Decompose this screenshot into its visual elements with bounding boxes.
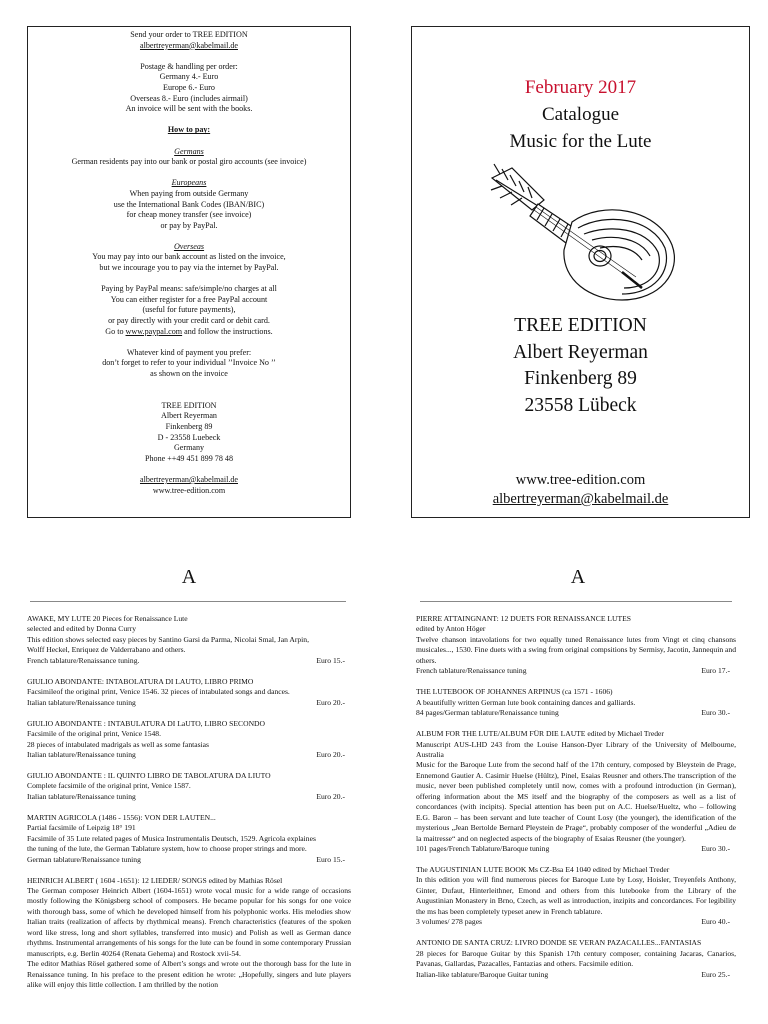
- address-line: D - 23558 Luebeck: [157, 432, 221, 442]
- entry-format-price: [416, 917, 736, 927]
- entry-format-price: [416, 970, 736, 980]
- europeans-text: When paying from outside Germany: [129, 188, 249, 198]
- how-to-pay-heading: How to pay:: [167, 125, 211, 135]
- publisher-line: 23558 Lübeck: [524, 394, 637, 416]
- entry-format-price: [27, 855, 351, 865]
- entry-format-price: [416, 844, 736, 854]
- entry-price: Euro 15.-: [316, 854, 345, 864]
- paypal-text: (useful for future payments),: [142, 305, 236, 315]
- publisher-line: Finkenberg 89: [524, 368, 637, 389]
- postage-heading: Postage & handling per order:: [140, 61, 238, 71]
- entry-format: Italian tablature/Renaissance tuning: [27, 749, 136, 759]
- overseas-text: but we incourage you to pay via the internet by PayPal.: [99, 263, 279, 273]
- publisher-name: TREE EDITION: [514, 315, 647, 336]
- entry-price: Euro 30.-: [701, 708, 730, 718]
- entry-description: Twelve chanson intavolations for two equally tuned Renaissance lutes from Vingt et cinq chansons musicales..., 1530. Fine duets with a swing from original compsitions by Sermisy, Jacotin, Jannequin and others.: [416, 634, 736, 665]
- paypal-link[interactable]: www.paypal.com: [125, 326, 183, 336]
- cover-contact: [412, 471, 749, 509]
- entry-description: selected and edited by Donna Curry: [27, 624, 137, 634]
- entry-format: French tablature/Renaissance tuning: [416, 666, 527, 676]
- payment-reminder: Whatever kind of payment you prefer:: [126, 347, 252, 357]
- entry-description: Partial facsimile of Leipzig 18° 191: [27, 823, 136, 833]
- entry-format-price: [416, 708, 736, 718]
- cover-website[interactable]: www.tree-edition.com: [515, 472, 646, 488]
- entry-description: Facsimile of the original print, Venice 1548.: [27, 729, 161, 739]
- catalogue-column-right: [416, 614, 736, 991]
- catalogue-entry: [27, 719, 351, 761]
- entry-description: In this edition you will find numerous pieces for Baroque Lute by Losy, Hoisler, Treyenfels Anthony, Ginter, Dufaut, Hinterleithner, Emond and others from this lutebooke from the Library of the Augustinian Monastery in Brno, Czech, as well as introduction, inzipits and concordances. For legibility the ms has been completely typeset anew in French tablature.: [416, 875, 736, 916]
- entry-title: AWAKE, MY LUTE 20 Pieces for Renaissance Lute: [27, 614, 188, 623]
- entry-price: Euro 40.-: [701, 917, 730, 927]
- entry-format: Italian tablature/Renaissance tuning: [27, 791, 136, 801]
- paypal-text: or pay directly with your credit card or debit card.: [108, 316, 270, 326]
- europeans-heading: Europeans: [171, 178, 207, 188]
- europeans-text: for cheap money transfer (see invoice): [126, 210, 252, 220]
- entry-title: ANTONIO DE SANTA CRUZ: LIVRO DONDE SE VERAN PAZACALLES...FANTASIAS: [416, 938, 702, 948]
- entry-price: Euro 20.-: [316, 697, 345, 707]
- entry-description: A beautifully written German lute book containing dances and galliards.: [416, 697, 636, 707]
- entry-description: Complete facsimile of the original print, Venice 1587.: [27, 781, 191, 791]
- germans-text: German residents pay into our bank or postal giro accounts (see invoice): [71, 157, 307, 167]
- entry-format-price: [27, 792, 351, 802]
- overseas-text: You may pay into our bank account as listed on the invoice,: [92, 252, 286, 262]
- address-line: TREE EDITION: [161, 400, 217, 410]
- entry-format: German tablature/Renaissance tuning: [27, 854, 141, 864]
- entry-description: Facsimileof the original print, Venice 1546. 32 pieces of intabulated songs and dances.: [27, 687, 290, 697]
- catalogue-entry: [27, 771, 351, 802]
- footer-website: www.tree-edition.com: [152, 485, 226, 495]
- entry-format: French tablature/Renaissance tuning.: [27, 655, 140, 665]
- catalogue-entry: [416, 938, 736, 980]
- phone-line: Phone ++49 451 899 78 48: [144, 453, 234, 463]
- entry-title: GIULIO ABONDANTE : IL QUINTO LIBRO DE TABOLATURA DA LIUTO: [27, 770, 271, 780]
- entry-price: Euro 17.-: [701, 666, 730, 676]
- entry-format: 84 pages/German tablature/Renaissance tuning: [416, 708, 559, 718]
- catalogue-entry: [27, 614, 351, 666]
- entry-price: Euro 25.-: [701, 969, 730, 979]
- overseas-heading: Overseas: [173, 241, 205, 251]
- europeans-text: use the International Bank Codes (IBAN/BIC): [113, 199, 265, 209]
- section-letter-left: A: [181, 566, 197, 588]
- entry-title: MARTIN AGRICOLA (1486 - 1556): VON DER LAUTEN...: [27, 812, 216, 822]
- germans-heading: Germans: [174, 146, 204, 156]
- catalogue-entry: [27, 813, 351, 865]
- entry-title: PIERRE ATTAINGNANT: 12 DUETS FOR RENAISSANCE LUTES: [416, 614, 632, 623]
- entry-description: Music for the Baroque Lute from the second half of the 17th century, composed by Bleystein de Prage, Ennemond Gautier A. Casimir Huelse (Hültz), Pinel, Esaias Reusner and others.The transcription of the music, never been published completely until now, comes with a profound introduction (in German), offering information about the MS itself and the biography of the composers as well as a list of concordances (with incipits). Special attention has been put on A.C. Huelse/Hueltz, who – following E.G. Baron – has been servant and lute teacher of Count Losy (the younger), the identification of the mysterious „Jean Bertolde Bernard Pleystein de Prage“, probably composer of the wonderful „Adieu de la maitresse“ and on neglected aspects of the biography of Esaias Reusner (the younger).: [416, 760, 736, 843]
- entry-format: Italian tablature/Renaissance tuning: [27, 697, 136, 707]
- footer-email-link[interactable]: albertreyerman@kabelmail.de: [139, 474, 238, 484]
- section-divider-right: [420, 601, 732, 602]
- cover-date: February 2017: [524, 77, 637, 98]
- entry-title: GIULIO ABONDANTE : INTABULATURA DI LaUTO, LIBRO SECONDO: [27, 718, 266, 728]
- cover-subtitle: Music for the Lute: [509, 131, 652, 152]
- entry-description: 28 pieces for Baroque Guitar by this Spanish 17th century composer, containing Jacaras, Canarios, Pavanas, Gallardas, Pazacalles, Fantazias and others. Facsimile edition.: [416, 948, 736, 969]
- entry-description: Wolff Heckel, Enriquez de Valderrabano and others.: [27, 645, 186, 655]
- entry-price: Euro 20.-: [316, 791, 345, 801]
- catalogue-entry: [416, 614, 736, 677]
- address-line: Finkenberg 89: [165, 421, 213, 431]
- catalogue-entry: [416, 865, 736, 928]
- paypal-prefix: Go to: [105, 326, 126, 336]
- postage-overseas: Overseas 8.- Euro (includes airmail): [130, 93, 248, 103]
- entry-price: Euro 30.-: [701, 844, 730, 854]
- entry-format: 101 pages/French Tablature/Baroque tuning: [416, 844, 550, 854]
- entry-description: edited by Anton Höger: [416, 624, 486, 634]
- entry-format-price: [27, 750, 351, 760]
- europeans-text: or pay by PayPal.: [160, 220, 218, 230]
- paypal-text: You can either register for a free PayPal account: [110, 294, 268, 304]
- order-email-link[interactable]: albertreyerman@kabelmail.de: [139, 40, 238, 50]
- publisher-line: Albert Reyerman: [513, 341, 648, 363]
- invoice-note: An invoice will be sent with the books.: [125, 104, 253, 114]
- publisher-address: [412, 313, 749, 419]
- entry-format-price: [416, 666, 736, 676]
- entry-description: 28 pieces of intabulated madrigals as well as some fantasias: [27, 739, 209, 749]
- section-divider-left: [30, 601, 346, 602]
- catalogue-entry: [27, 876, 351, 991]
- entry-description: Facsimile of 35 Lute related pages of Musica Instrumentalis Deutsch, 1529. Agricola explaines: [27, 833, 316, 843]
- entry-format: Italian-like tablature/Baroque Guitar tuning: [416, 969, 549, 979]
- entry-description: The editor Mathias Rösel gathered some of Albert’s songs and wrote out the thorough bass for the lute in Renaissance tuning. In his preface to the present edition he wrote: „Hopefully, singers and lute players alike will enjoy this little collection. I am thrilled by the notion: [27, 959, 351, 990]
- order-line: Send your order to TREE EDITION: [130, 30, 248, 39]
- section-letter-right: A: [570, 566, 586, 588]
- entry-price: Euro 20.-: [316, 749, 345, 759]
- entry-title: The AUGUSTINIAN LUTE BOOK Ms CZ-Bsa E4 1040 edited by Michael Treder: [416, 865, 670, 875]
- entry-description: Manuscript AUS-LHD 243 from the Louise Hanson-Dyer Library of the University of Melbourne, Australia: [416, 739, 736, 759]
- entry-format: 3 volumes/ 278 pages: [416, 917, 483, 927]
- payment-reminder: don’t forget to refer to your individual ’’Invoice No ’’: [102, 358, 276, 368]
- entry-format-price: [27, 698, 351, 708]
- paypal-text: Paying by PayPal means: safe/simple/no charges at all: [101, 284, 277, 294]
- entry-description: This edition shows selected easy pieces by Santino Garsi da Parma, Nicolai Smal, Jan Arpin,: [27, 634, 309, 644]
- entry-price: Euro 15.-: [316, 655, 345, 665]
- catalogue-column-left: [27, 614, 351, 1001]
- entry-title: ALBUM FOR THE LUTE/ALBUM FÜR DIE LAUTE edited by Michael Treder: [416, 729, 664, 739]
- payment-reminder: as shown on the invoice: [150, 369, 228, 378]
- order-info-panel: [27, 26, 351, 518]
- lute-illustration: [482, 160, 682, 305]
- paypal-instructions: [28, 327, 350, 338]
- entry-title: HEINRICH ALBERT ( 1604 -1651): 12 LIEDER/ SONGS edited by Mathias Rösel: [27, 875, 283, 885]
- address-line: Albert Reyerman: [161, 411, 217, 421]
- postage-germany: Germany 4.- Euro: [159, 72, 219, 82]
- entry-description: The German composer Heinrich Albert (1604-1651) wrote vocal music for a wide range of occasions mostly following the Königsberg school of composers. He became popular for his songs for one voice with thorough bass, some of which he developed himself from his polyphonic works. His melodies show Italian traits (realization of affects by rhythmical means). French characteristics (features of the spoken word like stress, long and short syllables, transferred into music) and Polish as well as German dance rhythms. Instrumental arrangements of his songs for the lute can be found in some contemporary Prussian manuscripts, e.g. Berlin 40264 (Renata Gehema) and Rostock xvii-54.: [27, 886, 351, 958]
- catalogue-cover-panel: [411, 26, 750, 518]
- address-line: Germany: [173, 443, 205, 453]
- paypal-suffix: and follow the instructions.: [182, 326, 273, 336]
- entry-description: the tuning of the lute, the German Tablature system, how to choose proper strings and more.: [27, 844, 307, 854]
- entry-title: THE LUTEBOOK OF JOHANNES ARPINUS (ca 1571 - 1606): [416, 687, 613, 697]
- cover-title: Catalogue: [541, 104, 620, 125]
- catalogue-entry: [416, 687, 736, 718]
- catalogue-entry: [416, 729, 736, 854]
- entry-format-price: [27, 656, 351, 666]
- postage-europe: Europe 6.- Euro: [163, 82, 215, 92]
- entry-title: GIULIO ABONDANTE: INTABOLATURA DI LAUTO, LIBRO PRIMO: [27, 676, 254, 686]
- catalogue-entry: [27, 677, 351, 708]
- cover-email-link[interactable]: albertreyerman@kabelmail.de: [492, 491, 669, 507]
